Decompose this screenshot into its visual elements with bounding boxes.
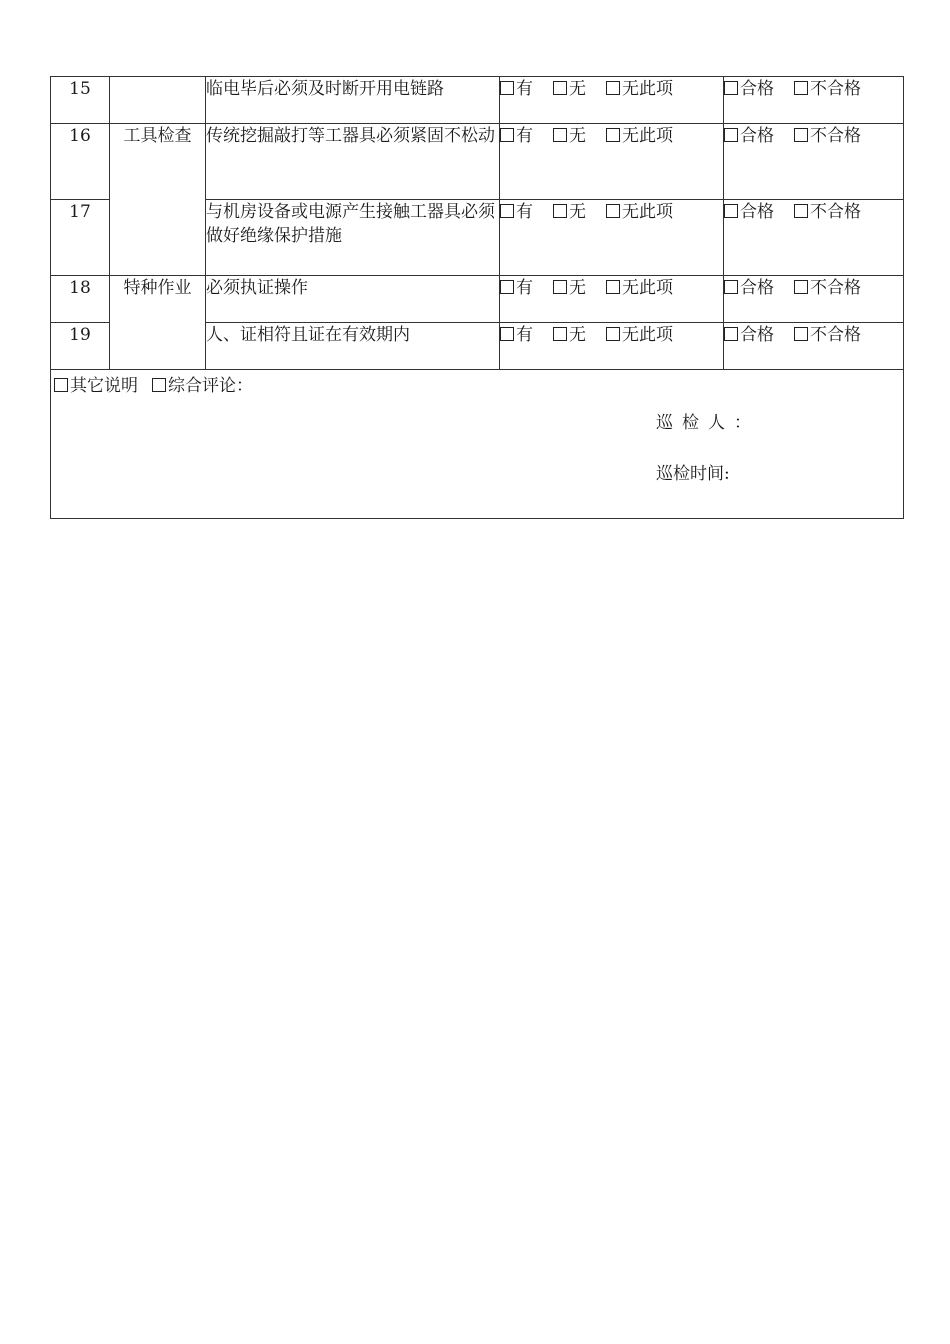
row-number: 17 [51,200,110,276]
option-not-applicable[interactable]: 无此项 [606,124,673,148]
option-not-applicable[interactable]: 无此项 [606,276,673,300]
option-not-applicable[interactable]: 无此项 [606,77,673,101]
checkbox[interactable] [606,327,620,341]
checkbox[interactable] [553,280,567,294]
inspection-table [50,76,904,519]
checkbox[interactable] [606,280,620,294]
checkbox[interactable] [553,128,567,142]
checkbox[interactable] [794,128,808,142]
presence-options [500,124,724,200]
option-fail[interactable]: 不合格 [794,200,861,224]
checkbox[interactable] [553,81,567,95]
option-other-notes[interactable]: 其它说明 [54,374,138,398]
row-number: 19 [51,323,110,370]
checkbox[interactable] [500,327,514,341]
checkbox[interactable] [500,128,514,142]
checkbox[interactable] [794,204,808,218]
checkbox[interactable] [152,378,166,392]
row-number: 16 [51,124,110,200]
option-none[interactable]: 无 [553,276,586,300]
option-exist[interactable]: 有 [500,124,533,148]
presence-options [500,77,724,124]
category-special: 特种作业 [110,276,206,370]
option-exist[interactable]: 有 [500,200,533,224]
remarks-line [54,374,267,398]
option-none[interactable]: 无 [553,200,586,224]
inspect-time-label: 巡检时间: [656,464,730,484]
checkbox[interactable] [500,81,514,95]
checkbox[interactable] [54,378,68,392]
checkbox[interactable] [724,204,738,218]
option-fail[interactable]: 不合格 [794,77,861,101]
result-options [724,77,904,124]
checkbox[interactable] [606,204,620,218]
footer-row [51,370,904,519]
option-overall-comment[interactable]: 综合评论： [152,374,253,398]
option-exist[interactable]: 有 [500,323,533,347]
inspection-sheet [50,76,903,519]
checkbox[interactable] [794,280,808,294]
result-options [724,200,904,276]
row-number: 15 [51,77,110,124]
checkbox[interactable] [500,204,514,218]
option-exist[interactable]: 有 [500,77,533,101]
checkbox[interactable] [794,327,808,341]
option-fail[interactable]: 不合格 [794,323,861,347]
option-none[interactable]: 无 [553,323,586,347]
checkbox[interactable] [724,128,738,142]
option-pass[interactable]: 合格 [724,77,774,101]
table-row [51,276,904,323]
check-item: 与机房设备或电源产生接触工器具必须做好绝缘保护措施 [206,200,500,276]
option-pass[interactable]: 合格 [724,200,774,224]
table-row [51,77,904,124]
category-cell-empty [110,77,206,124]
result-options [724,323,904,370]
checkbox[interactable] [500,280,514,294]
checkbox[interactable] [794,81,808,95]
presence-options [500,276,724,323]
check-item: 传统挖掘敲打等工器具必须紧固不松动 [206,124,500,200]
presence-options [500,200,724,276]
checkbox[interactable] [606,128,620,142]
presence-options [500,323,724,370]
option-exist[interactable]: 有 [500,276,533,300]
row-number: 18 [51,276,110,323]
checkbox[interactable] [724,81,738,95]
option-not-applicable[interactable]: 无此项 [606,200,673,224]
category-tools: 工具检查 [110,124,206,276]
checkbox[interactable] [553,204,567,218]
option-none[interactable]: 无 [553,77,586,101]
check-item: 必须执证操作 [206,276,500,323]
check-item: 临电毕后必须及时断开用电链路 [206,77,500,124]
footer-cell [51,370,904,519]
option-pass[interactable]: 合格 [724,323,774,347]
option-pass[interactable]: 合格 [724,276,774,300]
option-not-applicable[interactable]: 无此项 [606,323,673,347]
result-options [724,124,904,200]
inspector-label: 巡检人： [656,413,760,433]
option-none[interactable]: 无 [553,124,586,148]
result-options [724,276,904,323]
checkbox[interactable] [553,327,567,341]
checkbox[interactable] [724,327,738,341]
option-fail[interactable]: 不合格 [794,124,861,148]
table-row [51,124,904,200]
checkbox[interactable] [724,280,738,294]
option-fail[interactable]: 不合格 [794,276,861,300]
check-item: 人、证相符且证在有效期内 [206,323,500,370]
option-pass[interactable]: 合格 [724,124,774,148]
checkbox[interactable] [606,81,620,95]
